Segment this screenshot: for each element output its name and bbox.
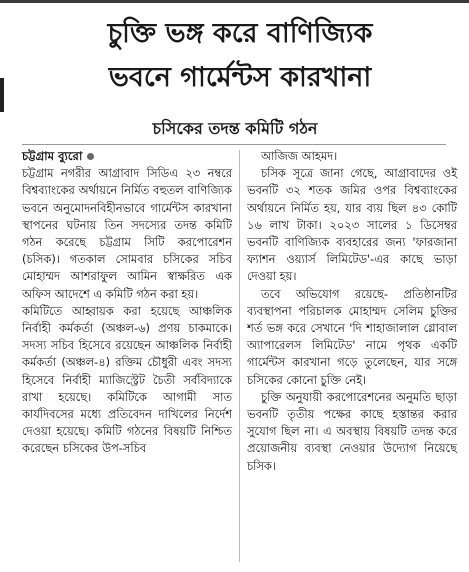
headline-line-1: চুক্তি ভঙ্গ করে বাণিজ্যিক	[107, 18, 373, 49]
paragraph: আজিজ আহমদ।	[261, 149, 338, 163]
paragraph: কমিটিতে আহ্বায়ক করা হয়েছে আঞ্চলিক নির্বাহী কর্মকর্তা (অঞ্চল-৬) প্রণয় চাকমাকে। সদস্য সচিব হিসেবে রয়েছেন আঞ্চলিক নির্বাহী কর্মকর্তা (অঞ্চল-৪) রক্তিম চৌধুরী এবং সদস্য হিসেবে নির্বাহী ম্যাজিস্ট্রেট চৈতী সর্ববিদ্যাকে রাখা হয়েছে। কমিটিকে আগামী সাত কার্যদিবসের মধ্যে প্রতিবেদন দাখিলের নির্দেশ দেওয়া হয়েছে। কমিটি গঠনের বিষয়টি নিশ্চিত করেছেন চসিকের উপ-সচিব	[22, 303, 232, 456]
headline-line-2: ভবনে গার্মেন্টস কারখানা	[108, 62, 372, 93]
top-rule	[0, 0, 469, 3]
article-column-left	[22, 148, 232, 458]
paragraph: তবে অভিযোগ রয়েছে- প্রতিষ্ঠানটির ব্যবস্থাপনা পরিচালক মোহাম্মদ সেলিম চুক্তির শর্ত ভঙ্গ করে সেখানে 'দি শাহাজালাল গ্লোবাল অ্যাপারেলস লিমিটেড' নামে পৃথক একটি গার্মেন্টস কারখানা গড়ে তুলেছেন, যার সঙ্গে চসিকের কোনো চুক্তি নেই।	[247, 286, 457, 387]
headline	[20, 12, 460, 100]
left-margin-bar	[0, 78, 4, 112]
paragraph: চট্টগ্রাম নগরীর আগ্রাবাদ সিডিএ ২৩ নম্বরে বিশ্বব্যাংকের অর্থায়নে নির্মিত বহুতল বাণিজ্যিক ভবনে অনুমোদনবিহীনভাবে গার্মেন্টস কারখানা স্থাপনের ঘটনায় তিন সদস্যের তদন্ত কমিটি গঠন করেছে চট্টগ্রাম সিটি করপোরেশন (চসিক)। গতকাল সোমবার চসিকের সচিব মোহাম্মদ আশরাফুল আমিন স্বাক্ষরিত এক অফিস আদেশে এ কমিটি গঠন করা হয়।	[22, 166, 232, 301]
byline	[22, 148, 232, 165]
paragraph: চসিক সূত্রে জানা গেছে, আগ্রাবাদের ওই ভবনটি ৩২ শতক জমির ওপর বিশ্বব্যাংকের অর্থায়নে নির্মিত হয়, যার ব্যয় ছিল ৪৩ কোটি ১৬ লাখ টাকা। ২০২৩ সালের ১ ডিসেম্বর ভবনটি বাণিজ্যিক ব্যবহারের জন্য 'ফারজানা ফ্যাশন ওয়্যার্স লিমিটেড'-এর কাছে ভাড়া দেওয়া হয়।	[247, 166, 457, 284]
paragraph: চুক্তি অনুযায়ী করপোরেশনের অনুমতি ছাড়া ভবনটি তৃতীয় পক্ষের কাছে হস্তান্তর করার সুযোগ ছিল না। এ অবস্থায় বিষয়টি তদন্ত করে প্রয়োজনীয় ব্যবস্থা নেওয়ার উদ্যোগ নিয়েছে চসিক।	[247, 389, 457, 473]
subheadline-rule	[22, 144, 446, 145]
column-divider	[239, 150, 240, 562]
bullet-dot-icon	[87, 153, 94, 160]
article-column-right	[247, 148, 457, 475]
byline-text: চট্টগ্রাম ব্যুরো	[22, 149, 83, 163]
subheadline: চসিকের তদন্ত কমিটি গঠন	[152, 119, 318, 138]
